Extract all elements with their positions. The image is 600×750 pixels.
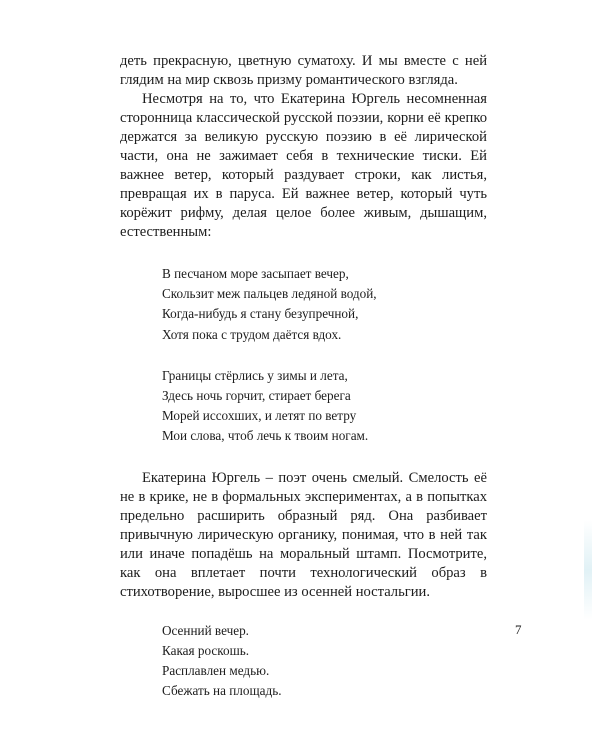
paragraph-classical-poetry: Несмотря на то, что Екатерина Юргель несомненная сторонница классической русской поэзии, корни её крепко держатся за великую русскую поэзию в её лирической части, она не зажимает себя в технические тиски. Ей важнее ветер, который раздувает строки, как листья, превращая их в паруса. Ей важнее ветер, который чуть корёжит рифму, делая целое более живым, дышащим, естественным: [120, 91, 487, 240]
poem-line: Здесь ночь горчит, стирает берега [162, 388, 351, 404]
page-edge-shading [584, 520, 592, 620]
spacer [120, 345, 487, 366]
poem-line: Когда-нибудь я стану безупречной, [162, 306, 359, 322]
poem-line: В песчаном море засыпает вечер, [162, 266, 349, 281]
poem-line: Мои слова, чтоб лечь к твоим ногам. [162, 428, 369, 444]
spacer [120, 242, 487, 264]
spacer [120, 447, 487, 469]
paragraph-bold-poet: Екатерина Юргель – поэт очень смелый. Смелость её не в крике, не в формальных экспериментах, а в попытках предельно расширить образный ряд. Она разбивает привычную лирическую органику, понимая, что в ней так или иначе попадёшь на моральный штамп. Посмотрите, как она вплетает почти технологический образ в стихотворение, выросшее из осенней ностальгии. [120, 469, 487, 600]
poem-line: Морей иссохших, и летят по ветру [162, 408, 357, 424]
poem-line: Осенний вечер. [162, 622, 249, 638]
poem-line: Какая роскошь. [162, 642, 250, 658]
poem-1-stanza-2 [120, 366, 487, 447]
poem-line: Расплавлен медью. [162, 663, 270, 679]
poem-line: Скользит меж пальцев ледяной водой, [162, 286, 377, 302]
poem-1-stanza-1 [120, 264, 487, 345]
paragraph-continuation: деть прекрасную, цветную суматоху. И мы вместе с ней глядим на мир сквозь призму романтического взгляда. [120, 53, 487, 88]
poem-line: Сбежать на площадь. [162, 683, 282, 699]
poem-2-stanza-1 [120, 621, 487, 702]
poem-line: Границы стёрлись у зимы и лета, [162, 367, 348, 383]
poem-line: Хотя пока с трудом даётся вдох. [162, 326, 342, 342]
text-column [120, 52, 487, 701]
page-number: 7 [515, 622, 522, 637]
spacer [120, 602, 487, 621]
